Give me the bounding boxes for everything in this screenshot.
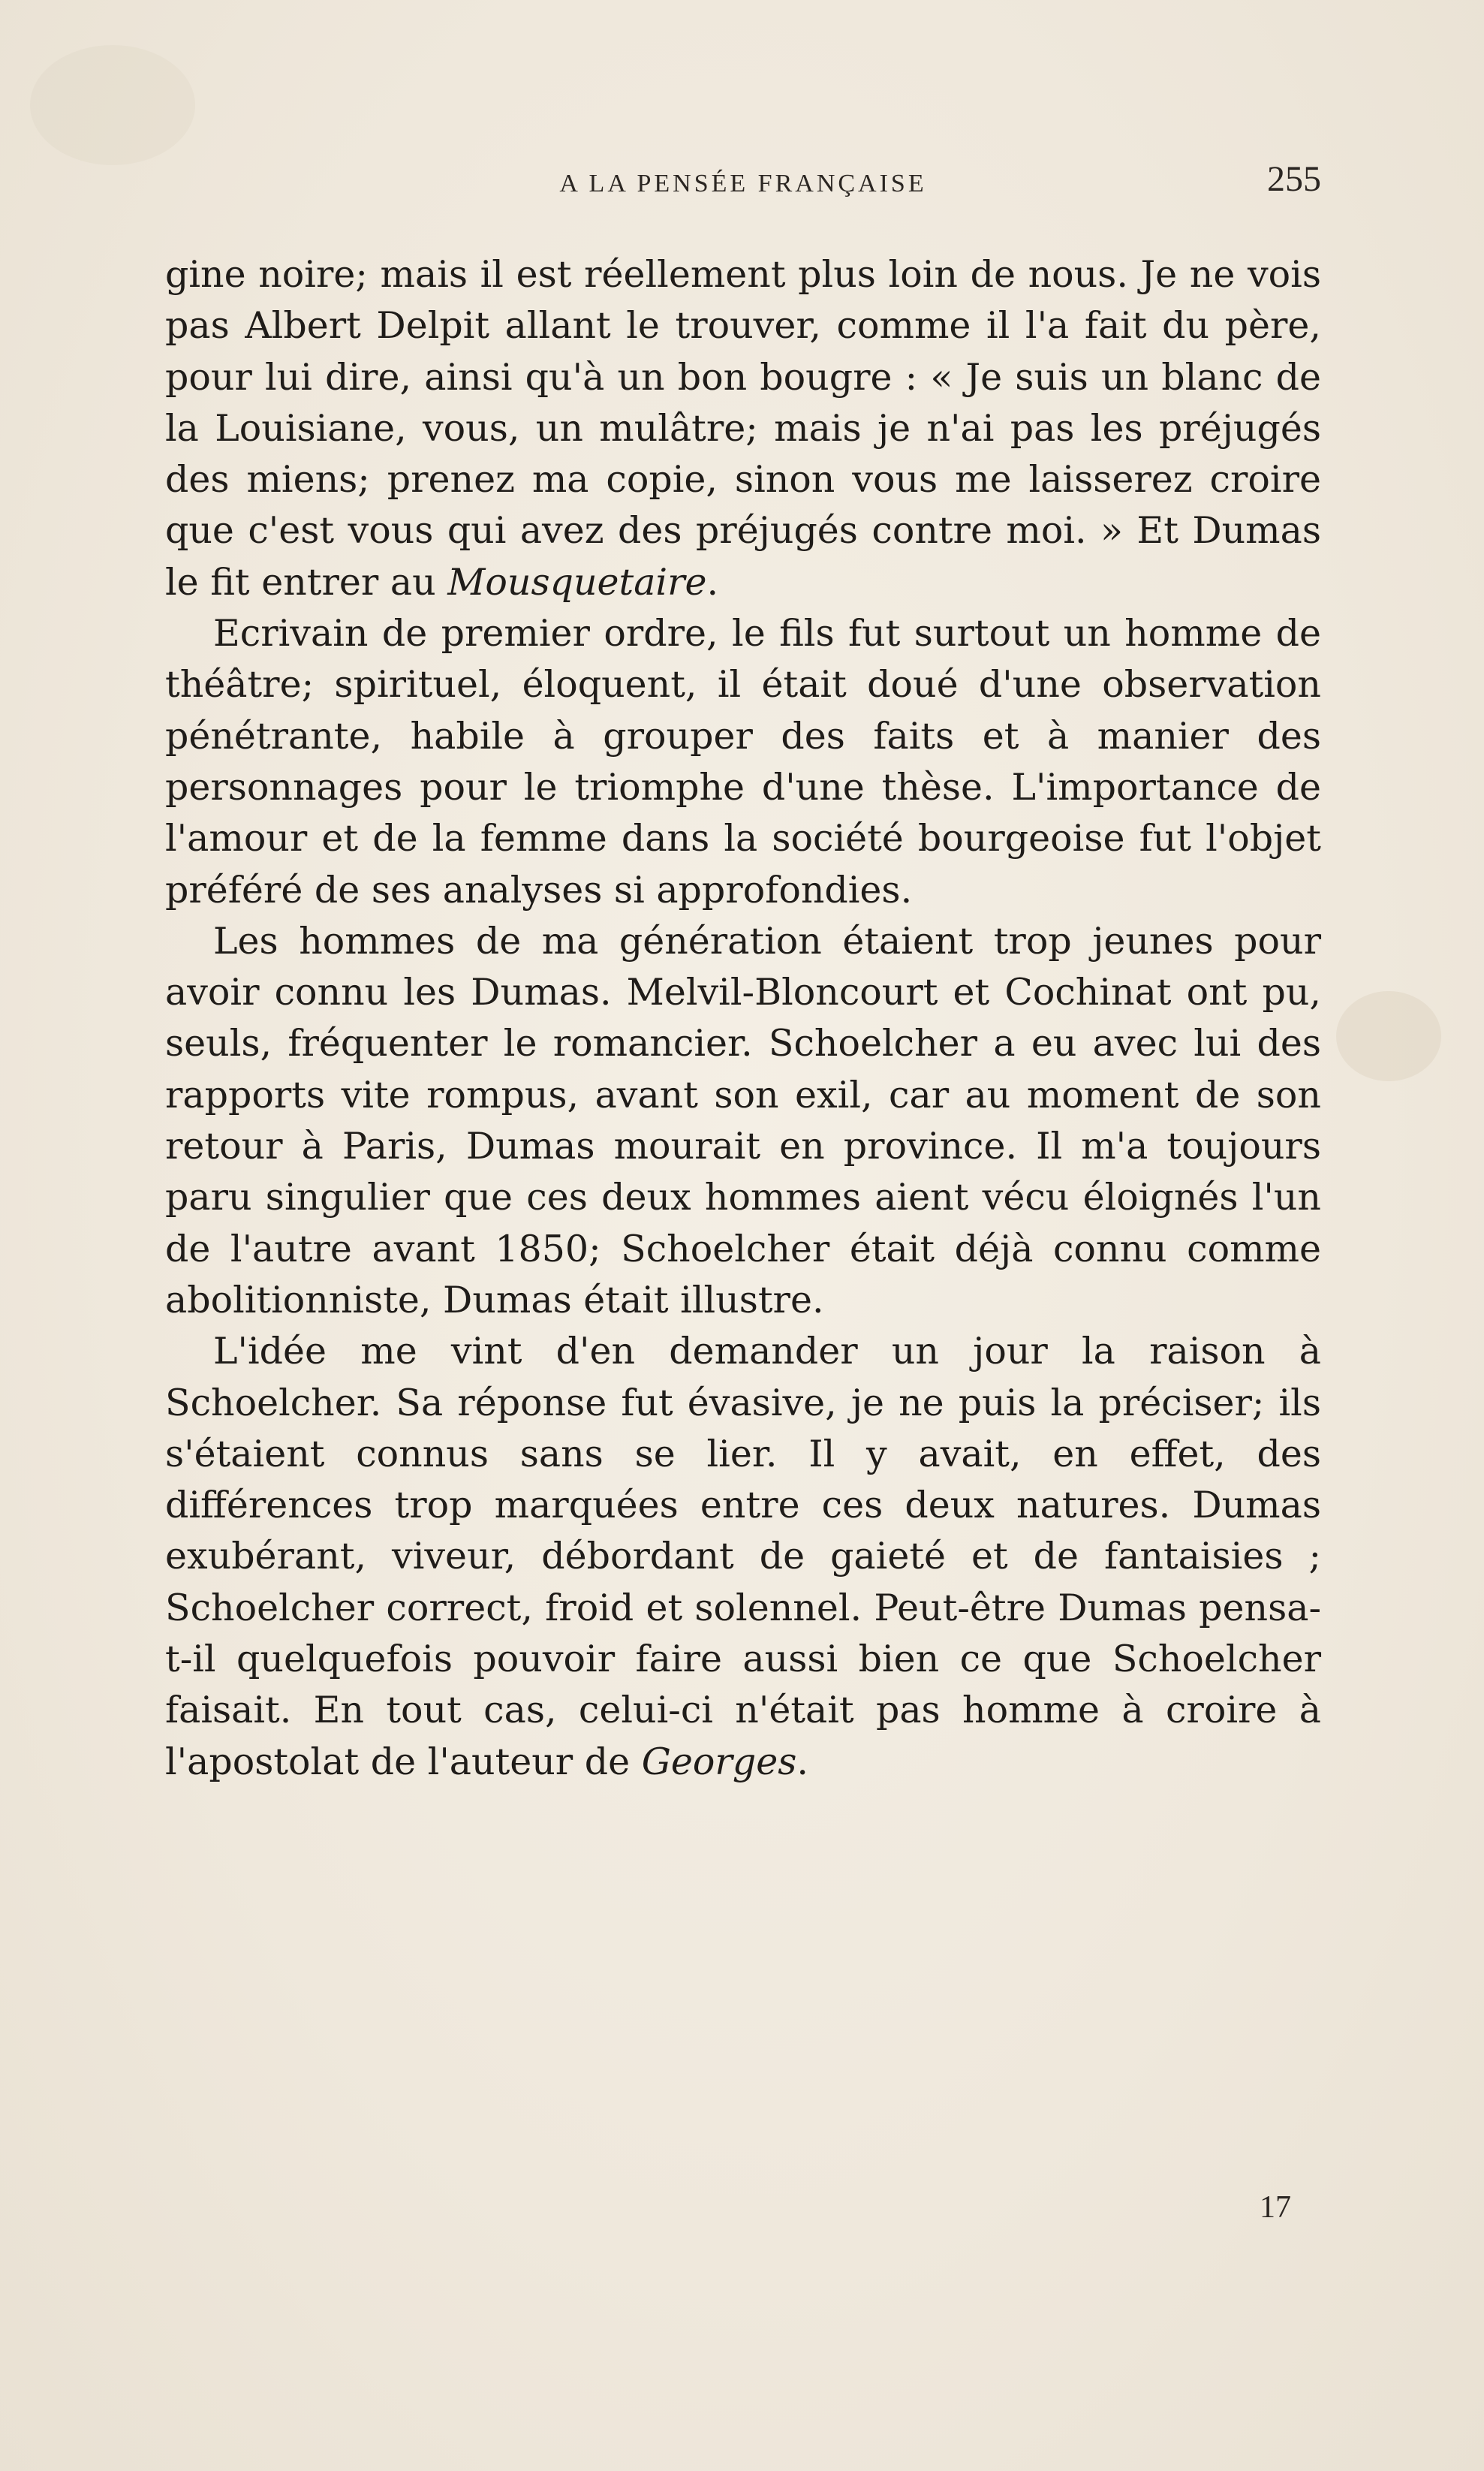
paragraph-4-end: . (796, 1740, 808, 1783)
italic-title-mousquetaire: Mousquetaire (447, 560, 707, 604)
paragraph-4 (165, 1326, 1321, 1788)
signature-mark: 17 (1260, 2190, 1291, 2225)
page-header (165, 161, 1321, 206)
paragraph-1-text: gine noire; mais il est réellement plus loin de nous. Je ne vois pas Albert Delpit allant le trouver, comme il l'a fait du père, pour lui dire, ainsi qu'à un bon bougre : « Je suis un blanc de la Louisiane, vous, un mulâtre; mais je n'ai pas les préjugés des miens; prenez ma copie, sinon vous me laisserez croire que c'est vous qui avez des préjugés contre moi. » Et Dumas le fit entrer au (165, 253, 1321, 604)
paper-stain (30, 45, 195, 165)
paragraph-2: Ecrivain de premier ordre, le fils fut surtout un homme de théâtre; spirituel, éloquent, il était doué d'une observation pénétrante, habile à grouper des faits et à manier des personnages pour le triomphe d'une thèse. L'importance de l'amour et de la femme dans la société bourgeoise fut l'objet préféré de ses analyses si approfondies. (165, 612, 1321, 912)
italic-title-georges: Georges (641, 1740, 797, 1783)
paper-stain (1336, 991, 1441, 1081)
paragraph-3: Les hommes de ma génération étaient trop jeunes pour avoir connu les Dumas. Melvil-Bloncourt et Cochinat ont pu, seuls, fréquenter le romancier. Schoelcher a eu avec lui des rapports vite rompus, avant son exil, car au moment de son retour à Paris, Dumas mourait en province. Il m'a toujours paru singulier que ces deux hommes aient vécu éloignés l'un de l'autre avant 1850; Schoelcher était déjà connu comme abolitionniste, Dumas était illustre. (165, 919, 1321, 1321)
body-text (165, 249, 1321, 1788)
running-head: A LA PENSÉE FRANÇAISE (559, 170, 927, 197)
paragraph-1-end: . (706, 560, 719, 604)
paragraph-1 (165, 249, 1321, 608)
page-number: 255 (1267, 159, 1321, 199)
paragraph-4-text: L'idée me vint d'en demander un jour la raison à Schoelcher. Sa réponse fut évasive, je ne puis la préciser; ils s'étaient connus sans se lier. Il y avait, en effet, des différences trop marquées entre ces deux natures. Dumas exubérant, viveur, débordant de gaieté et de fantaisies ; Schoelcher correct, froid et solennel. Peut-être Dumas pensa-t-il quelquefois pouvoir faire aussi bien ce que Schoelcher faisait. En tout cas, celui-ci n'était pas homme à croire à l'apostolat de l'auteur de (165, 1330, 1321, 1783)
